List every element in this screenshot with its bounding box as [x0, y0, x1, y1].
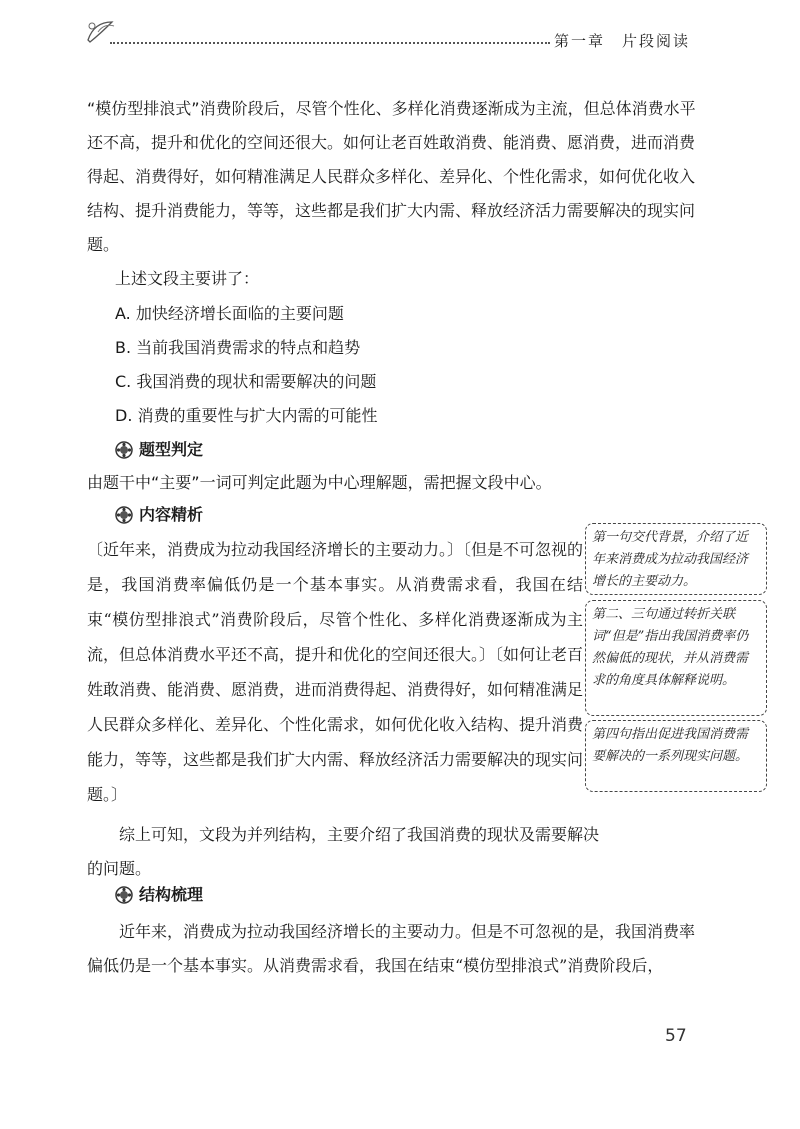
page-header — [84, 24, 694, 54]
flower-badge-icon — [115, 441, 133, 459]
section-title: 内容精析 — [139, 505, 204, 524]
section-title: 题型判定 — [139, 440, 204, 459]
option-d: D. 消费的重要性与扩大内需的可能性 — [115, 406, 378, 425]
option-c: C. 我国消费的现状和需要解决的问题 — [115, 372, 377, 391]
type-judgement-text: 由题干中“主要”一词可判定此题为中心理解题，需把握文段中心。 — [87, 473, 552, 492]
page-number: 57 — [665, 1026, 687, 1046]
section-structure — [115, 880, 203, 910]
structure-text: 近年来，消费成为拉动我国经济增长的主要动力。但是不可忽视的是，我国消费率偏低仍是一个基本事实。从消费需求看，我国在结束“模仿型排浪式”消费阶段后， — [87, 922, 696, 975]
margin-note-1: 第一句交代背景，介绍了近年来消费成为拉动我国经济增长的主要动力。 — [585, 523, 767, 595]
question-passage: “模仿型排浪式”消费阶段后，尽管个性化、多样化消费逐渐成为主流，但总体消费水平还不高，提升和优化的空间还很大。如何让老百姓敢消费、能消费、愿消费，进而消费得起、消费得好，如何精准满足人民群众多样化、差异化、个性化需求，如何优化收入结构、提升消费能力，等等，这些都是我们扩大内需、释放经济活力需要解决的现实问题。 — [87, 99, 696, 254]
section-type-judgement — [115, 435, 203, 465]
margin-note-3: 第四句指出促进我国消费需要解决的一系列现实问题。 — [585, 720, 767, 792]
summary-text: 综上可知，文段为并列结构，主要介绍了我国消费的现状及需要解决的问题。 — [87, 825, 600, 878]
option-b: B. 当前我国消费需求的特点和趋势 — [115, 338, 361, 357]
chapter-title: 第一章 片段阅读 — [554, 32, 691, 50]
answer-options — [115, 297, 378, 433]
structure-passage — [87, 915, 697, 983]
section-title: 结构梳理 — [139, 885, 204, 904]
header-rule — [110, 42, 550, 44]
analysis-passage: 〔近年来，消费成为拉动我国经济增长的主要动力。〕〔但是不可忽视的是，我国消费率偏低仍是一个基本事实。从消费需求看，我国在结束“模仿型排浪式”消费阶段后，尽管个性化、多样化消费逐渐成为主流，但总体消费水平还不高，提升和优化的空间还很大。〕〔如何让老百姓敢消费、能消费、愿消费，进而消费得起、消费得好，如何精准满足人民群众多样化、差异化、个性化需求，如何优化收入结构、提升消费能力，等等，这些都是我们扩大内需、释放经济活力需要解决的现实问题。〕 — [87, 540, 584, 804]
flower-badge-icon — [115, 506, 133, 524]
margin-note-2: 第二、三句通过转折关联词“但是”指出我国消费率仍然偏低的现状，并从消费需求的角度具体解释说明。 — [585, 600, 767, 716]
question-stem: 上述文段主要讲了： — [115, 269, 260, 288]
section-content-analysis — [115, 500, 203, 530]
flower-badge-icon — [115, 886, 133, 904]
option-a: A. 加快经济增长面临的主要问题 — [115, 304, 344, 323]
